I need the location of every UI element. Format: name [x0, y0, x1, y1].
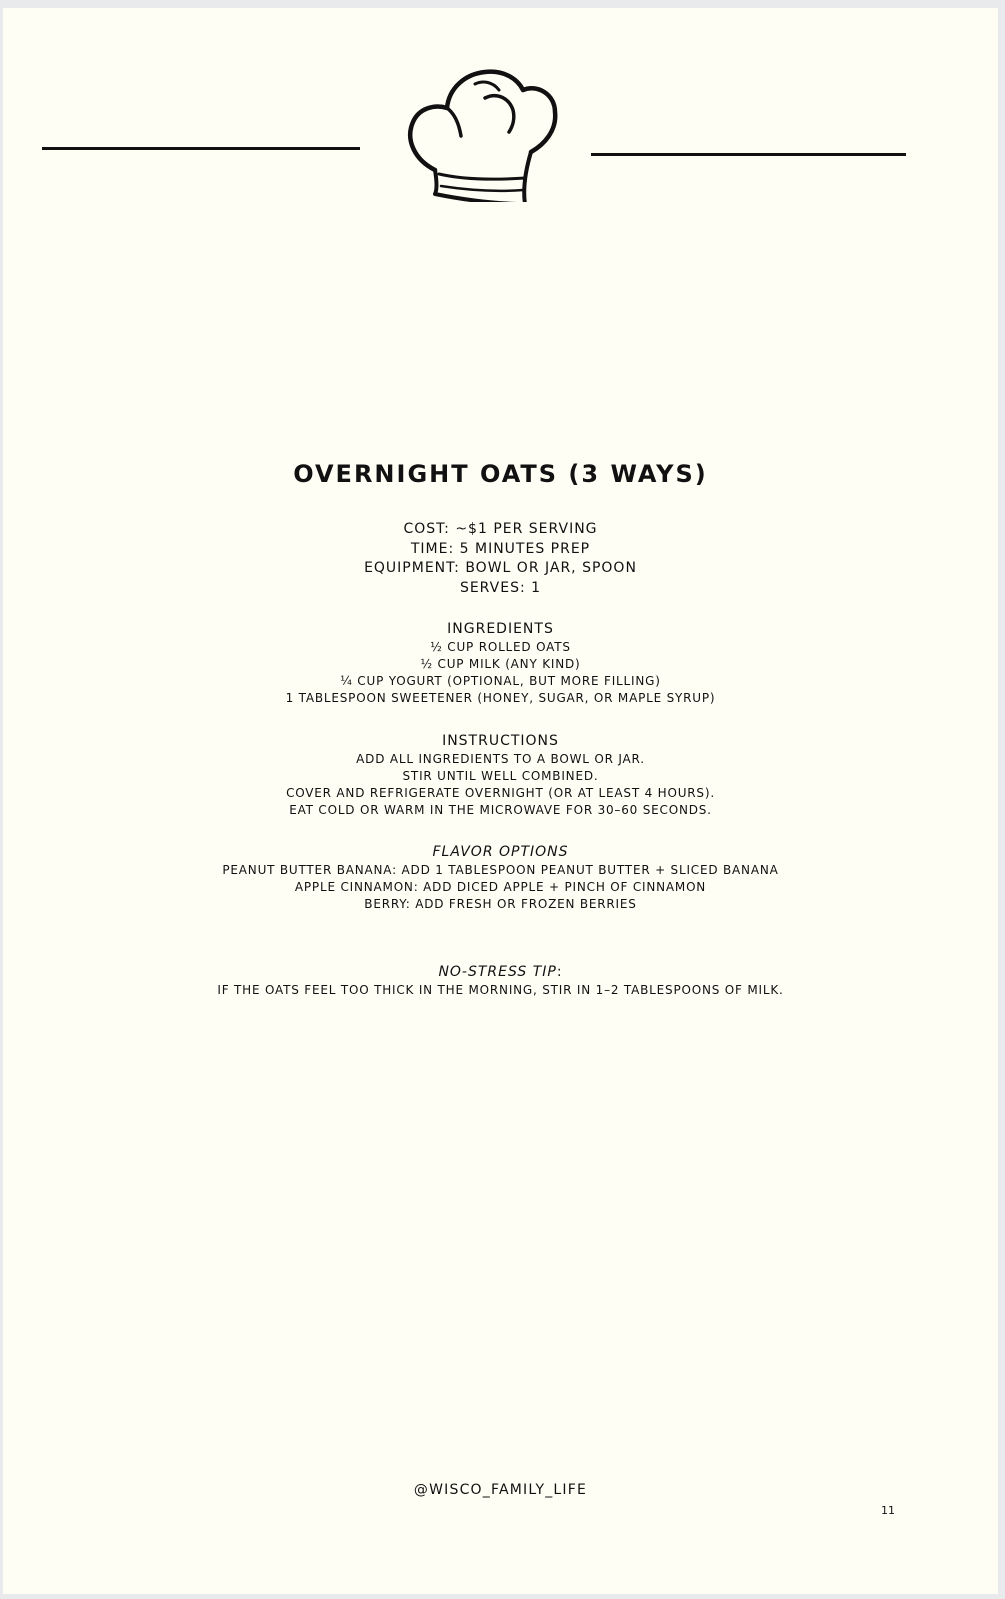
meta-time: TIME: 5 MINUTES PREP [410, 540, 591, 557]
header-rule-right [591, 153, 906, 156]
flavor-option: PEANUT BUTTER BANANA: ADD 1 TABLESPOON PEANUT BUTTER + SLICED BANANA [222, 863, 779, 877]
flavor-option: BERRY: ADD FRESH OR FROZEN BERRIES [364, 897, 637, 911]
ingredient-item: 1 TABLESPOON SWEETENER (HONEY, SUGAR, OR MAPLE SYRUP) [285, 691, 716, 705]
recipe-title: OVERNIGHT OATS (3 WAYS) [293, 460, 708, 488]
instruction-step: STIR UNTIL WELL COMBINED. [402, 769, 599, 783]
meta-serves: SERVES: 1 [459, 579, 542, 596]
meta-equipment: EQUIPMENT: BOWL OR JAR, SPOON [364, 560, 637, 576]
instructions-section [3, 732, 998, 819]
instruction-step: COVER AND REFRIGERATE OVERNIGHT (OR AT LEAST 4 HOURS). [286, 786, 715, 800]
recipe-page [3, 8, 998, 1594]
ingredient-item: ¼ CUP YOGURT (OPTIONAL, BUT MORE FILLING) [340, 674, 661, 688]
flavor-option: APPLE CINNAMON: ADD DICED APPLE + PINCH OF CINNAMON [294, 880, 707, 894]
meta-cost: COST: ~$1 PER SERVING [403, 521, 598, 537]
header-rule-left [42, 147, 360, 150]
tip-section [3, 963, 998, 999]
page-number: 11 [881, 1504, 895, 1517]
flavor-options-section [3, 843, 998, 913]
tip-heading: NO-STRESS TIP [438, 964, 557, 980]
instruction-step: ADD ALL INGREDIENTS TO A BOWL OR JAR. [356, 752, 645, 766]
flavor-options-heading: FLAVOR OPTIONS [432, 844, 569, 860]
social-handle: @WISCO_FAMILY_LIFE [413, 1482, 588, 1498]
recipe-meta [3, 520, 998, 598]
chef-hat-icon [405, 62, 560, 202]
tip-colon: : [556, 964, 563, 980]
ingredients-section [3, 620, 998, 707]
ingredient-item: ½ CUP ROLLED OATS [430, 640, 571, 654]
ingredients-heading: INGREDIENTS [447, 621, 554, 637]
ingredient-item: ½ CUP MILK (ANY KIND) [420, 657, 581, 671]
instructions-heading: INSTRUCTIONS [442, 733, 559, 749]
tip-heading-line [3, 963, 998, 982]
tip-text: IF THE OATS FEEL TOO THICK IN THE MORNING, STIR IN 1–2 TABLESPOONS OF MILK. [217, 983, 784, 997]
instruction-step: EAT COLD OR WARM IN THE MICROWAVE FOR 30–60 SECONDS. [289, 803, 712, 817]
